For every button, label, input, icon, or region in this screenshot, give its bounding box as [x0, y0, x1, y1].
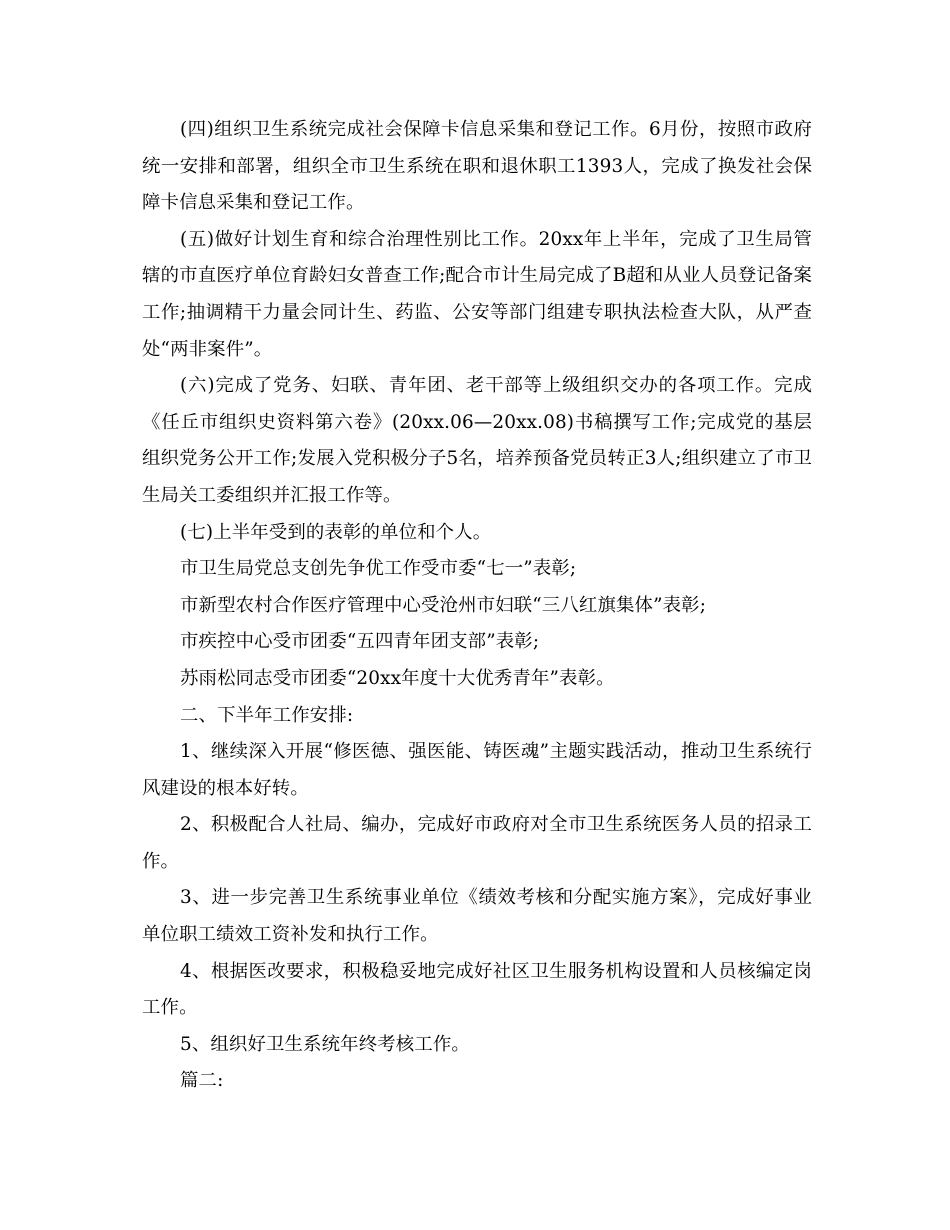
award-line: 苏雨松同志受市团委“20xx年度十大优秀青年”表彰。: [180, 667, 615, 689]
section-heading: 二、下半年工作安排:: [180, 704, 354, 726]
plan-item: 3、进一步完善卫生系统事业单位《绩效考核和分配实施方案》，完成好事业单位职工绩效工资补发和执行工作。: [142, 887, 812, 946]
paragraph-item-five: (五)做好计划生育和综合治理性别比工作。20xx年上半年，完成了卫生局管辖的市直医疗单位育龄妇女普查工作;配合市计生局完成了B超和从业人员登记备案工作;抽调精干力量会同计生、药监、公安等部门组建专职执法检查大队，从严查处“两非案件”。: [142, 228, 812, 360]
plan-item: 2、积极配合人社局、编办，完成好市政府对全市卫生系统医务人员的招录工作。: [142, 814, 812, 872]
plan-item: 5、组织好卫生系统年终考核工作。: [180, 1033, 470, 1055]
award-line: 市新型农村合作医疗管理中心受沧州市妇联“三八红旗集体”表彰;: [180, 594, 707, 616]
paragraph-item-four: (四)组织卫生系统完成社会保障卡信息采集和登记工作。6月份，按照市政府统一安排和部署，组织全市卫生系统在职和退休职工1393人，完成了换发社会保障卡信息采集和登记工作。: [142, 119, 812, 214]
plan-item: 1、继续深入开展“修医德、强医能、铸医魂”主题实践活动，推动卫生系统行风建设的根本好转。: [142, 741, 812, 799]
paragraph-item-six: (六)完成了党务、妇联、青年团、老干部等上级组织交办的各项工作。完成《任丘市组织史资料第六卷》(20xx.06—20xx.08)书稿撰写工作;完成党的基层组织党务公开工作;发展入党积极分子5名，培养预备党员转正3人;组织建立了市卫生局关工委组织并汇报工作等。: [142, 375, 812, 506]
document-body: [142, 112, 812, 1100]
part-heading: 篇二:: [180, 1070, 224, 1092]
award-line: 市疾控中心受市团委“五四青年团支部”表彰;: [180, 631, 540, 653]
award-line: 市卫生局党总支创先争优工作受市委“七一”表彰;: [180, 558, 577, 580]
plan-item: 4、根据医改要求，积极稳妥地完成好社区卫生服务机构设置和人员核编定岗工作。: [142, 960, 812, 1019]
paragraph-item-seven: (七)上半年受到的表彰的单位和个人。: [180, 521, 492, 543]
